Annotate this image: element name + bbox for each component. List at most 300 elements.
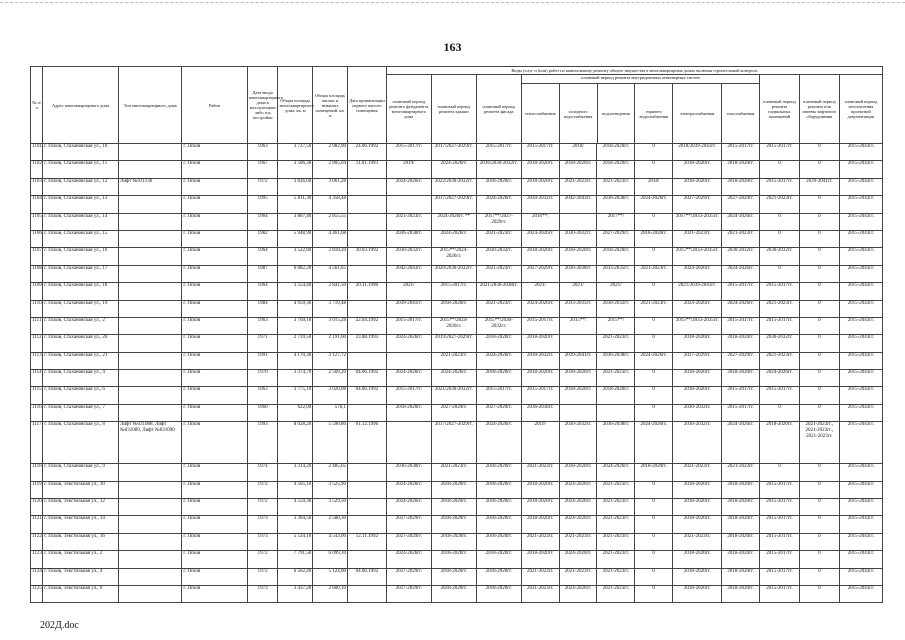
- cell-hot: 2021-2023гг.: [635, 265, 673, 282]
- cell-priv: 01.12.1996: [347, 422, 386, 464]
- cell-base: 2015-2017гг.: [760, 178, 800, 195]
- cell-address: г. Псков, Стахановская ул., 2: [43, 317, 119, 334]
- cell-year: 1995: [247, 196, 278, 213]
- cell-lift: 0: [799, 481, 839, 498]
- cell-district: г. Псков: [182, 230, 247, 247]
- cell-year: 1964: [247, 283, 278, 300]
- cell-proj: 2015-2043гг.: [839, 248, 882, 265]
- cell-facade: 2018-2020гг.: [476, 178, 521, 195]
- cell-facade: 2018-2020гг.: [476, 499, 521, 516]
- cell-hot: 0: [635, 404, 673, 421]
- cell-proj: 2015-2043гг.: [839, 352, 882, 369]
- cell-elec: 2018-2020гг.: [673, 481, 722, 498]
- cell-lift: 0: [799, 585, 839, 602]
- cell-elec: 2018-2020гг.: [673, 499, 722, 516]
- cell-district: г. Псков: [182, 300, 247, 317]
- cell-address: г. Псков, Стахановская ул., 17: [43, 265, 119, 282]
- cell-year: 1963: [247, 144, 278, 161]
- cell-found: 2021-2023гг.: [386, 213, 431, 230]
- cell-gas: 2024-2026гг.: [722, 422, 760, 464]
- cell-roof: 2024-2026гг.: [431, 370, 476, 387]
- cell-address: г. Псков, Текстильная ул., 4: [43, 568, 119, 585]
- cell-cold: 2018-2020гг.: [559, 387, 597, 404]
- cell-address: г. Псков, Стахановская ул., 20: [43, 335, 119, 352]
- cell-proj: 2015-2043гг.: [839, 422, 882, 464]
- cell-total: 4 505,10: [278, 481, 313, 498]
- cell-type: [118, 161, 181, 178]
- cell-type: [118, 551, 181, 568]
- cell-no: 1114: [31, 370, 43, 387]
- cell-hot: 0: [635, 533, 673, 550]
- cell-living: 4 461,68: [313, 230, 348, 247]
- cell-living: 5 590,80: [313, 422, 348, 464]
- cell-address: г. Псков, Текстильная ул., 6: [43, 585, 119, 602]
- cell-sewer: 2021-2023гг.: [597, 481, 635, 498]
- cell-district: г. Псков: [182, 283, 247, 300]
- cell-priv: [347, 178, 386, 195]
- cell-found: 2024-2026гг.: [386, 481, 431, 498]
- cell-base: 2015-2017гг.: [760, 481, 800, 498]
- cell-gas: 2024-2026гг.: [722, 265, 760, 282]
- cell-total: 3 437,20: [278, 585, 313, 602]
- cell-heat: 2018-2020гг.: [521, 499, 559, 516]
- cell-base: 2015-2017гг.: [760, 568, 800, 585]
- cell-year: 1973: [247, 533, 278, 550]
- cell-sewer: 2033-2035гг.: [597, 265, 635, 282]
- cell-type: [118, 196, 181, 213]
- cell-base: 2015-2017гг.: [760, 533, 800, 550]
- cell-priv: 04.06.1992: [347, 568, 386, 585]
- cell-proj: 2015-2043гг.: [839, 499, 882, 516]
- cell-facade: 2018-2020гг.: [476, 370, 521, 387]
- cell-roof: 2021/2030-2032гг.: [431, 387, 476, 404]
- cell-hot: 2018-2020гг.: [635, 464, 673, 481]
- cell-roof: 2024-2026гг. **: [431, 213, 476, 230]
- cell-base: 2015-2017гг.: [760, 144, 800, 161]
- cell-priv: 20.11.1998: [347, 283, 386, 300]
- cell-priv: [347, 481, 386, 498]
- cell-lift: 0: [799, 464, 839, 481]
- cell-cold: [559, 213, 597, 230]
- cell-elec: 2021-2023гг.: [673, 230, 722, 247]
- cell-lift: 0: [799, 248, 839, 265]
- cell-district: г. Псков: [182, 265, 247, 282]
- cell-sewer: 2021-2023гг.: [597, 551, 635, 568]
- cell-total: 4 959,30: [278, 300, 313, 317]
- table-row: [31, 300, 883, 317]
- cell-living: 2 600,10: [313, 585, 348, 602]
- cell-address: г. Псков, Текстильная ул., 10: [43, 481, 119, 498]
- table-row: [31, 213, 883, 230]
- cell-cold: 2030-2032гг.: [559, 230, 597, 247]
- header-basement: плановый период ремонта подвальных помещений: [760, 75, 800, 144]
- cell-year: 1984: [247, 300, 278, 317]
- cell-heat: 2024-2026гг.: [521, 300, 559, 317]
- cell-found: 2039-2041гг.: [386, 300, 431, 317]
- header-gas: газоснабжения: [721, 84, 759, 143]
- cell-sewer: 2030-2032гг.: [597, 300, 635, 317]
- cell-total: 3 727,50: [278, 144, 313, 161]
- cell-type: [118, 568, 181, 585]
- cell-no: 1108: [31, 265, 43, 282]
- cell-district: г. Псков: [182, 352, 247, 369]
- cell-proj: 2015-2043гг.: [839, 370, 882, 387]
- cell-proj: 2015-2043гг.: [839, 300, 882, 317]
- cell-total: 8 028,20: [278, 422, 313, 464]
- cell-sewer: 2036-2038гг.: [597, 196, 635, 213]
- cell-heat: 2036-2038гг.: [521, 404, 559, 421]
- cell-living: 3 015,28: [313, 317, 348, 334]
- cell-gas: 2030-2032гг.: [722, 248, 760, 265]
- cell-sewer: 2036-2038гг.: [597, 352, 635, 369]
- cell-cold: 2024-2026гг.: [559, 516, 597, 533]
- cell-no: 1124: [31, 568, 43, 585]
- cell-district: г. Псков: [182, 317, 247, 334]
- cell-hot: 0: [635, 317, 673, 334]
- cell-priv: [347, 499, 386, 516]
- table-row: [31, 499, 883, 516]
- cell-living: 2 485,65: [313, 464, 348, 481]
- cell-total: 4 170,30: [278, 352, 313, 369]
- cell-base: 2021-2023гг.: [760, 196, 800, 213]
- cell-facade: 2016/2030-2032гг.: [476, 161, 521, 178]
- cell-heat: 2015-2017гг.: [521, 317, 559, 334]
- cell-address: г. Псков, Текстильная ул., 12: [43, 499, 119, 516]
- cell-cold: 2024-2026гг.: [559, 481, 597, 498]
- cell-roof: 2022/2030-2032гг.: [431, 178, 476, 195]
- cell-found: 2021/: [386, 283, 431, 300]
- cell-heat: 2018-2020гг.: [521, 335, 559, 352]
- cell-roof: 2018-2020гг.: [431, 499, 476, 516]
- cell-proj: 2015-2043гг.: [839, 404, 882, 421]
- cell-sewer: 2021/: [597, 283, 635, 300]
- cell-no: 1105: [31, 213, 43, 230]
- cell-address: г. Псков, Текстильная ул., 16: [43, 533, 119, 550]
- cell-lift: 0: [799, 144, 839, 161]
- cell-address: г. Псков, Стахановская ул., 18: [43, 283, 119, 300]
- header-total-area: Общая площадь многоквартирного дома, кв. м: [278, 67, 313, 144]
- cell-priv: [347, 585, 386, 602]
- cell-total: 7 791,50: [278, 551, 313, 568]
- cell-year: 1982: [247, 230, 278, 247]
- cell-found: 2024-2026гг.: [386, 335, 431, 352]
- cell-found: 2015-2017гг.: [386, 387, 431, 404]
- cell-priv: [347, 464, 386, 481]
- cell-type: [118, 248, 181, 265]
- cell-found: 2027-2029гг.: [386, 568, 431, 585]
- cell-found: 2015-2017гг.: [386, 317, 431, 334]
- cell-living: 2 818,20: [313, 248, 348, 265]
- cell-type: Лифт №031136: [118, 178, 181, 195]
- cell-year: 1972: [247, 551, 278, 568]
- cell-found: [386, 196, 431, 213]
- header-hot-water: горячего водоснабжения: [634, 84, 672, 143]
- cell-cold: 2024-2026гг.: [559, 499, 597, 516]
- cell-lift: 0: [799, 387, 839, 404]
- cell-district: г. Псков: [182, 533, 247, 550]
- cell-hot: 0: [635, 370, 673, 387]
- cell-base: 2015-2017гг.: [760, 317, 800, 334]
- cell-facade: 2015-2017гг.: [476, 387, 521, 404]
- cell-facade: 2018-2020гг.: [476, 516, 521, 533]
- cell-sewer: 2015**/: [597, 317, 635, 334]
- cell-gas: 2027-2029гг.: [722, 352, 760, 369]
- cell-proj: 2015-2043гг.: [839, 213, 882, 230]
- cell-proj: 2015-2043гг.: [839, 551, 882, 568]
- cell-year: 1972: [247, 568, 278, 585]
- cell-year: 1971: [247, 335, 278, 352]
- cell-proj: 2015-2043гг.: [839, 317, 882, 334]
- cell-heat: 2018-2020гг.: [521, 248, 559, 265]
- cell-cold: 2018-2020гг.: [559, 161, 597, 178]
- cell-no: 1112: [31, 335, 43, 352]
- table-row: [31, 370, 883, 387]
- cell-found: 2030-2032гг.: [386, 248, 431, 265]
- cell-heat: 2030-2032гг.: [521, 196, 559, 213]
- cell-type: [118, 404, 181, 421]
- cell-cold: 2021-2023гг.: [559, 568, 597, 585]
- cell-type: [118, 335, 181, 352]
- cell-gas: 2015-2017гг.: [722, 387, 760, 404]
- cell-facade: 2018-2020гг.: [476, 481, 521, 498]
- cell-cold: 2024-2026гг.: [559, 551, 597, 568]
- cell-facade: 2018-2020гг.: [476, 533, 521, 550]
- table-row: [31, 317, 883, 334]
- cell-priv: 12.11.1992: [347, 533, 386, 550]
- cell-facade: 2024-2026гг.: [476, 352, 521, 369]
- cell-sewer: 2018-2020гг.: [597, 144, 635, 161]
- cell-proj: 2015-2043гг.: [839, 387, 882, 404]
- page-number: 163: [443, 40, 462, 54]
- cell-proj: 2015-2043гг.: [839, 161, 882, 178]
- cell-total: 3 522,80: [278, 248, 313, 265]
- cell-type: [118, 370, 181, 387]
- cell-sewer: 2018-2020гг.: [597, 248, 635, 265]
- cell-address: г. Псков, Стахановская ул., 7: [43, 404, 119, 421]
- cell-cold: 2018/: [559, 144, 597, 161]
- cell-lift: 0: [799, 551, 839, 568]
- cell-proj: 2015-2043гг.: [839, 585, 882, 602]
- cell-priv: 11.01.1993: [347, 161, 386, 178]
- cell-gas: 2018-2020гг.: [722, 161, 760, 178]
- cell-no: 1116: [31, 404, 43, 421]
- cell-priv: [347, 300, 386, 317]
- cell-living: 2 841,50: [313, 283, 348, 300]
- cell-lift: 0: [799, 317, 839, 334]
- cell-base: 0: [760, 161, 800, 178]
- cell-year: 1970: [247, 370, 278, 387]
- cell-sewer: 2017**/: [597, 213, 635, 230]
- header-no: № п/п: [31, 67, 43, 144]
- cell-proj: 2015-2043гг.: [839, 568, 882, 585]
- table-row: [31, 481, 883, 498]
- cell-roof: 2018-2020гг.: [431, 533, 476, 550]
- cell-proj: 2015-2043гг.: [839, 265, 882, 282]
- cell-living: 3 127,72: [313, 352, 348, 369]
- cell-base: 2015-2017гг.: [760, 283, 800, 300]
- cell-sewer: 2021-2023гг.: [597, 516, 635, 533]
- cell-found: 2024-2026гг.: [386, 370, 431, 387]
- cell-total: 3 304,50: [278, 516, 313, 533]
- cell-sewer: 2024-2026гг.: [597, 464, 635, 481]
- cell-cold: 2042-2043гг.: [559, 196, 597, 213]
- cell-base: 0: [760, 464, 800, 481]
- cell-year: 1973: [247, 585, 278, 602]
- cell-elec: 2018-2020гг.: [673, 568, 722, 585]
- cell-facade: 2021-2023гг.: [476, 230, 521, 247]
- cell-found: [386, 352, 431, 369]
- header-facade: плановый период ремонта фасада: [476, 75, 521, 144]
- cell-type: [118, 265, 181, 282]
- cell-hot: 2018/: [635, 178, 673, 195]
- cell-type: [118, 317, 181, 334]
- table-row: [31, 585, 883, 602]
- cell-roof: 2018-2020гг.: [431, 481, 476, 498]
- cell-address: г. Псков, Стахановская ул., 9: [43, 464, 119, 481]
- cell-sewer: 2021-2023гг.: [597, 335, 635, 352]
- cell-elec: 2015**/2033-2035гг.: [673, 248, 722, 265]
- cell-no: 1123: [31, 551, 43, 568]
- cell-base: 0: [760, 265, 800, 282]
- cell-facade: 2018-2020гг.: [476, 585, 521, 602]
- cell-type: [118, 499, 181, 516]
- header-heating: теплоснабжения: [524, 111, 556, 116]
- cell-facade: 2018-2020гг.: [476, 464, 521, 481]
- cell-elec: 2021/2039-2041гг.: [673, 283, 722, 300]
- cell-elec: 2018-2020гг.: [673, 370, 722, 387]
- cell-no: 1106: [31, 230, 43, 247]
- cell-year: 1991: [247, 352, 278, 369]
- table-row: [31, 533, 883, 550]
- cell-roof: 2015**/2024-2026гг.: [431, 248, 476, 265]
- header-electric: электроснабжения: [672, 84, 721, 143]
- cell-cold: [559, 335, 597, 352]
- cell-lift: 0: [799, 265, 839, 282]
- cell-gas: 2021-2023гг.: [722, 464, 760, 481]
- cell-cold: 2018-2020гг.: [559, 370, 597, 387]
- cell-facade: 2018-2020гг.: [476, 335, 521, 352]
- cell-total: 5 948,90: [278, 230, 313, 247]
- cell-found: [386, 422, 431, 464]
- cell-proj: 2015-2043гг.: [839, 144, 882, 161]
- cell-facade: 2017**/2027-2029гг.: [476, 213, 521, 230]
- cell-base: 2021-2023гг.: [760, 352, 800, 369]
- cell-facade: 2021-2023гг.: [476, 300, 521, 317]
- cell-total: 3 826,60: [278, 178, 313, 195]
- cell-proj: 2015-2043гг.: [839, 533, 882, 550]
- cell-type: Лифт №031088, Лифт №031089, Лифт №031090: [118, 422, 181, 464]
- cell-roof: 2027-2029гг.: [431, 404, 476, 421]
- cell-priv: 04.06.1992: [347, 387, 386, 404]
- cell-gas: 2015-2017гг.: [722, 144, 760, 161]
- cell-district: г. Псков: [182, 335, 247, 352]
- cell-cold: 2033-2035гг.: [559, 300, 597, 317]
- header-address: Адрес многоквартирного дома: [43, 67, 119, 144]
- cell-facade: 2018-2020гг.: [476, 551, 521, 568]
- cell-sewer: 2018-2020гг.: [597, 387, 635, 404]
- cell-base: 2015-2017гг.: [760, 585, 800, 602]
- cell-sewer: 2027-2029гг.: [597, 230, 635, 247]
- cell-priv: [347, 196, 386, 213]
- cell-base: 2018-2020гг.: [760, 422, 800, 464]
- cell-found: 2027-2029гг.: [386, 533, 431, 550]
- cell-district: г. Псков: [182, 144, 247, 161]
- cell-address: г. Псков, Стахановская ул., 16: [43, 248, 119, 265]
- cell-cold: 2021-2023гг.: [559, 533, 597, 550]
- table-row: [31, 404, 883, 421]
- cell-address: г. Псков, Стахановская ул., 21: [43, 352, 119, 369]
- header-house-type: Тип многоквартирного дома: [118, 67, 181, 144]
- cell-roof: 2015-2017гг.: [431, 283, 476, 300]
- cell-lift: 0: [799, 230, 839, 247]
- cell-district: г. Псков: [182, 404, 247, 421]
- cell-lift: 0: [799, 533, 839, 550]
- cell-gas: 2018-2020гг.: [722, 370, 760, 387]
- table-row: [31, 464, 883, 481]
- cell-living: 3 020,08: [313, 387, 348, 404]
- header-elevator: плановый период ремонта или замены лифтового оборудования: [799, 75, 839, 144]
- cell-heat: 2015-2017гг.: [521, 144, 559, 161]
- cell-lift: 0: [799, 161, 839, 178]
- cell-hot: 0: [635, 144, 673, 161]
- cell-priv: [347, 230, 386, 247]
- cell-elec: 2024-2026гг.: [673, 300, 722, 317]
- header-year-built: Дата ввода многоквартирного дома в эксплуатацию либо год постройки: [247, 67, 278, 144]
- cell-cold: 2030-2032гг.: [559, 422, 597, 464]
- cell-proj: 2015-2043гг.: [839, 516, 882, 533]
- header-district: Район: [182, 67, 247, 144]
- cell-elec: 2018-2020гг.: [673, 387, 722, 404]
- cell-heat: 2016**/: [521, 213, 559, 230]
- cell-no: 1121: [31, 516, 43, 533]
- cell-priv: 24.06.1992: [347, 144, 386, 161]
- cell-no: 1102: [31, 161, 43, 178]
- table-row: [31, 144, 883, 161]
- cell-heat: 2018-2020гг.: [521, 481, 559, 498]
- cell-facade: 2021/2036-2038гг.: [476, 283, 521, 300]
- cell-roof: 2024-2026гг.: [431, 230, 476, 247]
- cell-sewer: 2021-2023гг.: [597, 585, 635, 602]
- header-roof: плановый период ремонта крыши: [431, 75, 476, 144]
- cell-proj: 2015-2043гг.: [839, 481, 882, 498]
- cell-living: 3 525,90: [313, 481, 348, 498]
- cell-year: 1974: [247, 464, 278, 481]
- cell-no: 1122: [31, 533, 43, 550]
- cell-found: 2027-2029гг.: [386, 516, 431, 533]
- cell-base: 0: [760, 404, 800, 421]
- cell-address: г. Псков, Стахановская ул., 14: [43, 213, 119, 230]
- cell-address: г. Псков, Текстильная ул., 2: [43, 551, 119, 568]
- cell-hot: 2018-2020гг.: [635, 230, 673, 247]
- document-filename: 202Д.doc: [40, 620, 79, 631]
- cell-heat: 2021-2023гг.: [521, 464, 559, 481]
- cell-living: 3 719,48: [313, 300, 348, 317]
- cell-priv: [347, 265, 386, 282]
- cell-facade: 2015**/2030-2032гг.: [476, 317, 521, 334]
- cell-total: 3 769,10: [278, 317, 313, 334]
- cell-gas: 2027-2029гг.: [722, 196, 760, 213]
- cell-lift: 0: [799, 516, 839, 533]
- cell-roof: 2018-2020гг.: [431, 300, 476, 317]
- cell-facade: 2018-2020гг.: [476, 568, 521, 585]
- cell-hot: 0: [635, 335, 673, 352]
- cell-address: г. Псков, Стахановская ул., 12: [43, 178, 119, 195]
- cell-elec: 2017**/2033-2035гг.: [673, 213, 722, 230]
- cell-type: [118, 387, 181, 404]
- cell-year: 1972: [247, 481, 278, 498]
- cell-sewer: [597, 404, 635, 421]
- cell-elec: 2018-2020гг.: [673, 335, 722, 352]
